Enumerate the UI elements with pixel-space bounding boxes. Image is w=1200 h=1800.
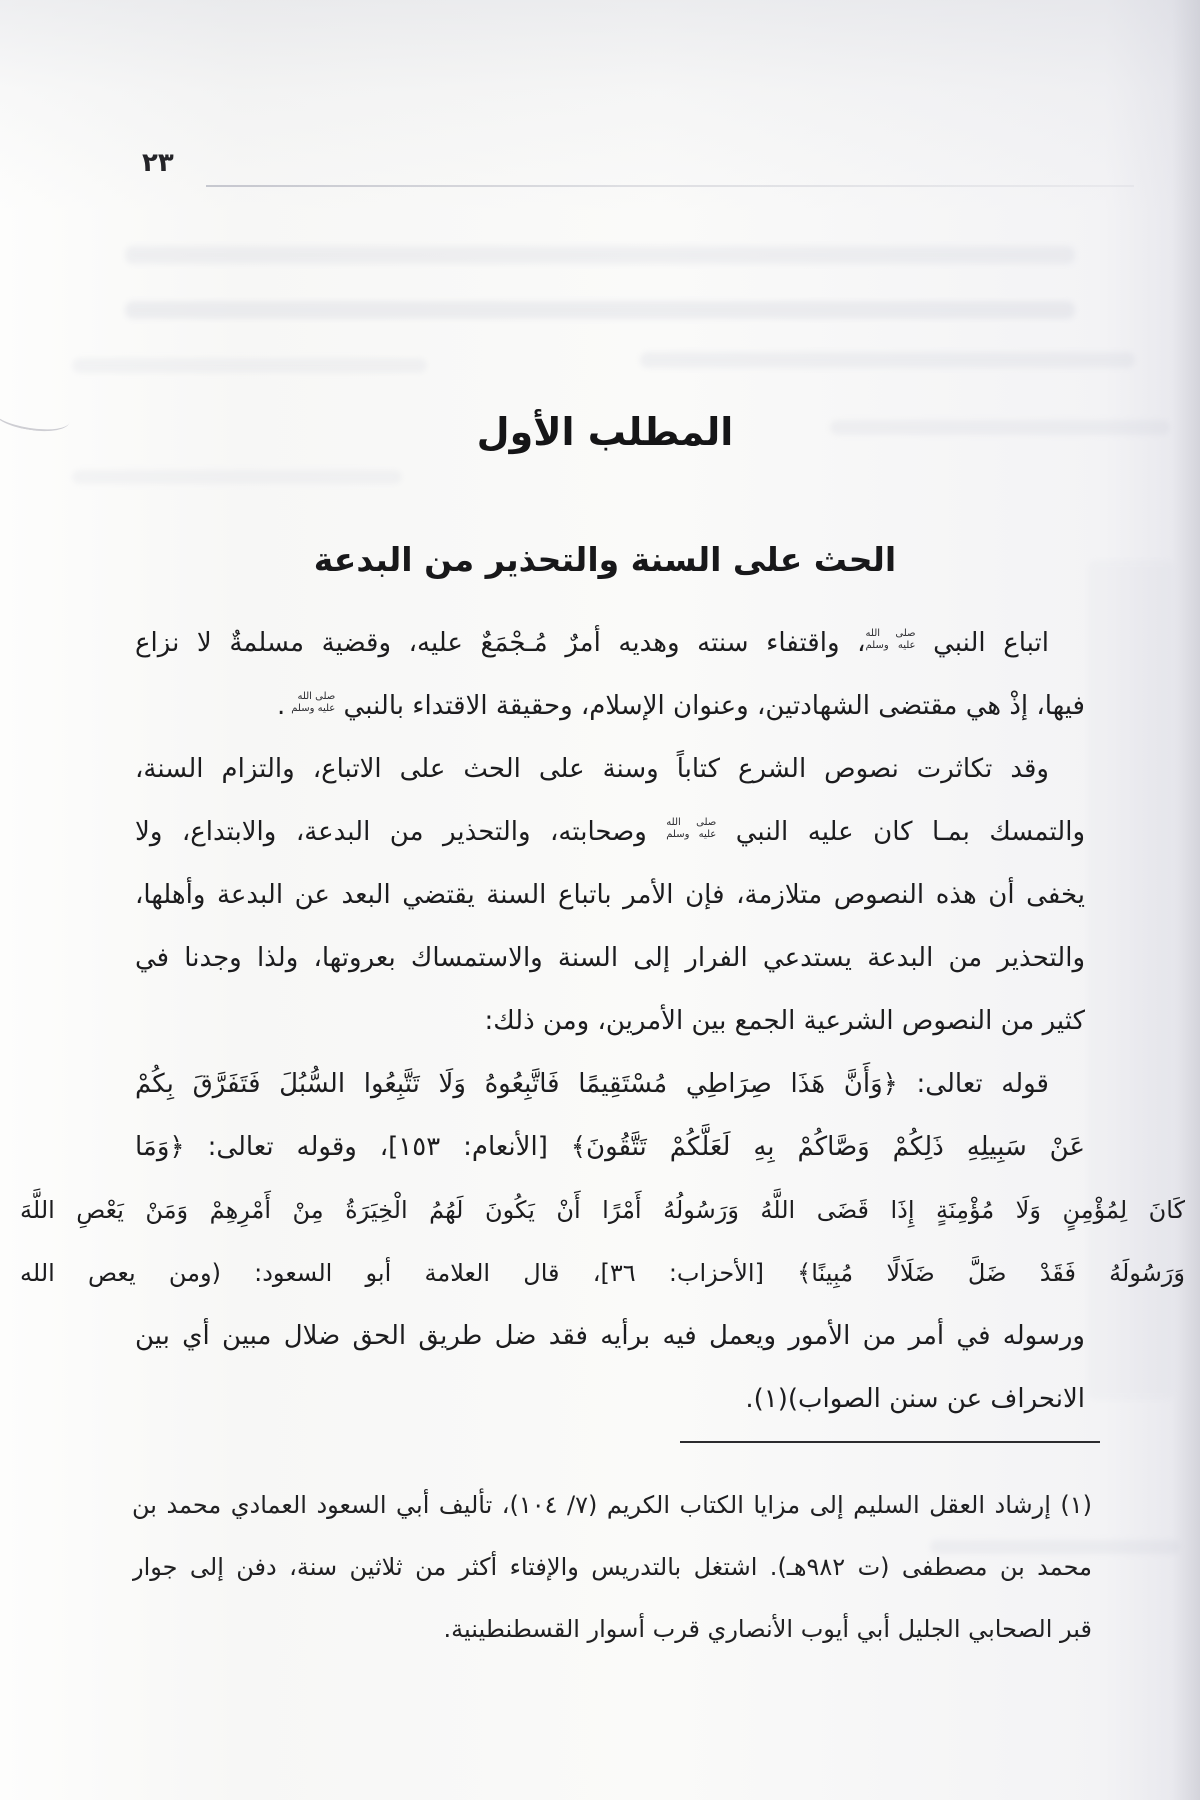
body-line: والتحذير من البدعة يستدعي الفرار إلى السنة والاستمساك بعروتها، ولذا وجدنا في <box>135 943 1085 973</box>
showthrough-ghost <box>640 352 1135 368</box>
quran-verse-line: قوله تعالى: ﴿وَأَنَّ هَذَا صِرَاطِي مُسْتَقِيمًا فَاتَّبِعُوهُ وَلَا تَتَّبِعُوا السُّبُلَ فَتَفَرَّقَ بِكُمْ <box>135 1069 1049 1099</box>
footnote-line: قبر الصحابي الجليل أبي أيوب الأنصاري قرب أسوار القسطنطينية. <box>443 1615 1092 1643</box>
body-text <box>20 612 1185 1431</box>
footnote-line: (١) إرشاد العقل السليم إلى مزايا الكتاب الكريم (٧/ ١٠٤)، تأليف أبي السعود العمادي محمد بن <box>132 1491 1092 1519</box>
showthrough-ghost <box>72 358 427 373</box>
body-line: والتمسك بمـا كان عليه النبي صلى الله عليه وسلم وصحابته، والتحذير من البدعة، والابتداع، ولا <box>135 817 1085 847</box>
footnote-separator <box>680 1441 1100 1443</box>
body-line: وقد تكاثرت نصوص الشرع كتاباً وسنة على الحث على الاتباع، والتزام السنة، <box>135 754 1049 784</box>
footnote-line: محمد بن مصطفى (ت ٩٨٢هـ). اشتغل بالتدريس والإفتاء أكثر من ثلاثين سنة، دفن إلى جوار <box>132 1553 1092 1581</box>
body-line: يخفى أن هذه النصوص متلازمة، فإن الأمر باتباع السنة يقتضي البعد عن البدعة وأهلها، <box>135 880 1085 910</box>
body-line: ورسوله في أمر من الأمور ويعمل فيه برأيه فقد ضل طريق الحق ضلال مبين أي بين <box>135 1321 1085 1351</box>
pbuh-honorific-icon: صلى الله عليه وسلم <box>865 628 916 651</box>
showthrough-ghost <box>125 301 1075 319</box>
body-line: اتباع النبي صلى الله عليه وسلم، واقتفاء سنته وهديه أمرٌ مُـجْمَعٌ عليه، وقضية مسلمةٌ لا نزاع <box>135 628 1049 658</box>
showthrough-ghost <box>72 470 402 484</box>
quran-verse-line: وَرَسُولَهُ فَقَدْ ضَلَّ ضَلَالًا مُبِينًا﴾ [الأحزاب: ٣٦]، قال العلامة أبو السعود: (ومن يعص الله <box>20 1259 1185 1287</box>
section-title: المطلب الأول <box>476 410 734 454</box>
page-number: ٢٣ <box>142 148 174 178</box>
header-rule <box>206 185 1134 187</box>
body-line: كثير من النصوص الشرعية الجمع بين الأمرين، ومن ذلك: <box>484 1006 1085 1036</box>
showthrough-ghost <box>125 246 1075 264</box>
body-line: فيها، إذْ هي مقتضى الشهادتين، وعنوان الإسلام، وحقيقة الاقتداء بالنبي صلى الله عليه وسلم. <box>277 691 1085 721</box>
scan-crease-mark <box>0 396 72 436</box>
quran-verse-line: عَنْ سَبِيلِهِ ذَلِكُمْ وَصَّاكُمْ بِهِ لَعَلَّكُمْ تَتَّقُونَ﴾ [الأنعام: ١٥٣]، وقوله تعالى: ﴿وَمَا <box>135 1132 1085 1162</box>
quran-verse-line: كَانَ لِمُؤْمِنٍ وَلَا مُؤْمِنَةٍ إِذَا قَضَى اللَّهُ وَرَسُولُهُ أَمْرًا أَنْ يَكُونَ لَهُمُ الْخِيَرَةُ مِنْ أَمْرِهِمْ وَمَنْ يَعْصِ اللَّهَ <box>20 1196 1185 1224</box>
pbuh-honorific-icon: صلى الله عليه وسلم <box>666 817 717 840</box>
section-subtitle: الحث على السنة والتحذير من البدعة <box>313 540 897 579</box>
body-line: الانحراف عن سنن الصواب)(١). <box>745 1384 1085 1414</box>
footnote <box>132 1474 1092 1660</box>
pbuh-honorific-icon: صلى الله عليه وسلم <box>291 691 336 714</box>
